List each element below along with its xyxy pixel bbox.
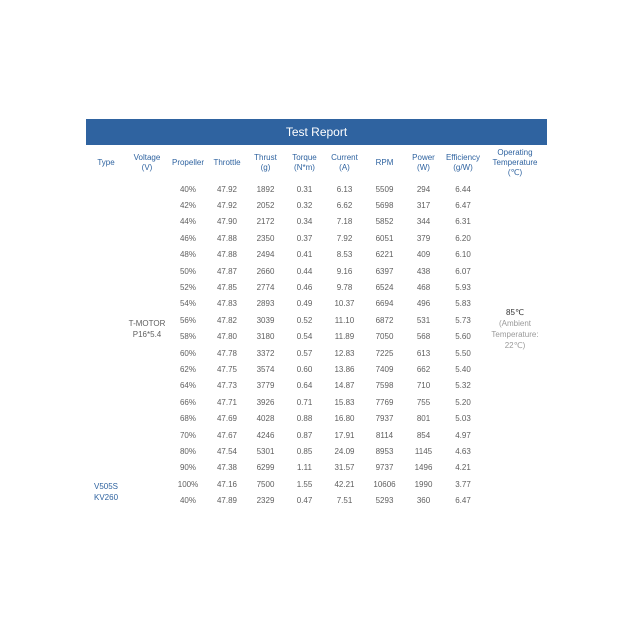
cell-thrust: 2660	[256, 266, 275, 276]
cell-torque: 0.49	[296, 299, 313, 309]
cell-current: 14.87	[334, 381, 355, 391]
cell-current: 11.89	[334, 332, 355, 342]
cell-rpm: 7409	[375, 364, 394, 374]
cell-current: 24.09	[334, 446, 355, 456]
cell-throttle: 70%	[179, 430, 196, 440]
cell-power: 1496	[414, 463, 433, 473]
cell-torque: 1.55	[296, 479, 313, 489]
cell-power: 360	[416, 496, 431, 506]
cell-power: 344	[416, 217, 431, 227]
cell-current: 7.92	[336, 233, 353, 243]
cell-throttle: 56%	[179, 315, 196, 325]
cell-throttle: 68%	[179, 414, 196, 424]
cell-throttle: 40%	[179, 496, 196, 506]
cell-rpm: 7225	[375, 348, 394, 358]
cell-thrust: 3372	[256, 348, 275, 358]
cell-throttle: 48%	[179, 250, 196, 260]
cell-power: 755	[416, 397, 431, 407]
cell-throttle: 40%	[179, 184, 196, 194]
cell-throttle: 58%	[179, 332, 196, 342]
cell-rpm: 6524	[375, 283, 394, 293]
cell-rpm: 5852	[375, 217, 394, 227]
cell-current: 10.37	[334, 299, 355, 309]
cell-efficiency: 5.83	[455, 299, 471, 309]
cell-voltage: 47.92	[216, 201, 238, 211]
cell-efficiency: 4.21	[455, 463, 471, 473]
cell-rpm: 9737	[375, 463, 394, 473]
cell-torque: 0.41	[296, 250, 313, 260]
cell-power: 1145	[414, 446, 433, 456]
cell-torque: 0.87	[296, 430, 313, 440]
cell-efficiency: 4.97	[455, 430, 471, 440]
cell-thrust: 4028	[256, 414, 275, 424]
header-propeller: Propeller	[171, 158, 204, 167]
cell-throttle: 54%	[179, 299, 196, 309]
cell-current: 16.80	[334, 414, 355, 424]
cell-efficiency: 5.60	[455, 332, 471, 342]
cell-efficiency: 6.31	[455, 217, 471, 227]
cell-thrust: 2774	[256, 283, 275, 293]
cell-torque: 0.34	[296, 217, 313, 227]
cell-rpm: 10606	[373, 479, 396, 489]
cell-current: 13.86	[334, 364, 355, 374]
header-torque: Torque (N*m)	[292, 153, 317, 172]
cell-rpm: 7598	[375, 381, 394, 391]
report-title: Test Report	[86, 119, 547, 145]
cell-efficiency: 5.40	[455, 364, 471, 374]
cell-thrust: 2052	[256, 201, 275, 211]
header-power: Power (W)	[412, 153, 435, 172]
cell-voltage: 47.78	[216, 348, 238, 358]
cell-efficiency: 5.93	[455, 283, 471, 293]
header-throttle: Throttle	[213, 158, 241, 167]
cell-rpm: 6051	[375, 233, 394, 243]
cell-torque: 0.85	[296, 446, 313, 456]
cell-voltage: 47.75	[216, 364, 238, 374]
cell-torque: 0.64	[296, 381, 313, 391]
cell-voltage: 47.38	[216, 463, 238, 473]
header-row	[86, 145, 547, 181]
cell-throttle: 62%	[179, 364, 196, 374]
cell-current: 11.10	[334, 315, 355, 325]
header-type: Type	[97, 158, 115, 167]
cell-efficiency: 6.07	[455, 266, 471, 276]
header-rpm: RPM	[375, 158, 394, 167]
cell-rpm: 5698	[375, 201, 394, 211]
cell-throttle: 60%	[179, 348, 196, 358]
cell-throttle: 90%	[179, 463, 196, 473]
cell-voltage: 47.73	[216, 381, 238, 391]
cell-power: 294	[416, 184, 431, 194]
cell-voltage: 47.87	[216, 266, 238, 276]
cell-efficiency: 5.03	[455, 414, 471, 424]
cell-efficiency: 4.63	[455, 446, 471, 456]
header-voltage: Voltage (V)	[133, 153, 161, 172]
cell-thrust: 6299	[256, 463, 275, 473]
header-efficiency: Efficiency (g/W)	[445, 153, 481, 172]
cell-torque: 1.11	[297, 463, 312, 473]
test-report	[86, 119, 547, 509]
cell-voltage: 47.71	[216, 397, 238, 407]
cell-thrust: 2893	[256, 299, 275, 309]
type-empty-cell	[86, 181, 126, 476]
cell-current: 7.18	[336, 217, 353, 227]
cell-throttle: 66%	[179, 397, 196, 407]
header-thrust: Thrust (g)	[254, 153, 277, 172]
cell-rpm: 6872	[375, 315, 394, 325]
cell-efficiency: 6.20	[455, 233, 471, 243]
cell-rpm: 6397	[375, 266, 394, 276]
cell-current: 6.62	[336, 201, 353, 211]
cell-current: 7.51	[336, 496, 353, 506]
cell-torque: 0.44	[296, 266, 313, 276]
cell-efficiency: 6.10	[455, 250, 471, 260]
cell-thrust: 5301	[256, 446, 275, 456]
temperature-empty-cell	[483, 476, 547, 492]
cell-power: 613	[416, 348, 431, 358]
cell-power: 801	[416, 414, 431, 424]
cell-power: 531	[416, 315, 431, 325]
cell-thrust: 3926	[256, 397, 275, 407]
cell-voltage: 47.92	[216, 184, 238, 194]
cell-power: 468	[416, 283, 431, 293]
cell-rpm: 7769	[375, 397, 394, 407]
propeller-empty-cell	[126, 492, 168, 508]
cell-power: 854	[416, 430, 431, 440]
cell-thrust: 2494	[256, 250, 275, 260]
cell-throttle: 50%	[179, 266, 196, 276]
cell-voltage: 47.80	[216, 332, 238, 342]
cell-voltage: 47.16	[216, 479, 238, 489]
cell-throttle: 52%	[179, 283, 196, 293]
cell-efficiency: 6.47	[455, 201, 471, 211]
cell-efficiency: 5.20	[455, 397, 471, 407]
cell-voltage: 47.85	[216, 283, 238, 293]
cell-power: 317	[416, 201, 431, 211]
cell-power: 662	[416, 364, 431, 374]
test-report-table	[86, 145, 547, 509]
cell-thrust: 7500	[256, 479, 275, 489]
cell-current: 12.83	[334, 348, 355, 358]
cell-power: 710	[416, 381, 431, 391]
cell-thrust: 3779	[256, 381, 275, 391]
cell-power: 568	[416, 332, 431, 342]
cell-thrust: 3574	[256, 364, 275, 374]
cell-rpm: 8953	[375, 446, 394, 456]
cell-throttle: 42%	[179, 201, 196, 211]
table-row	[86, 492, 547, 508]
table-row	[86, 476, 547, 492]
motor-type-cell: V505S KV260	[94, 482, 119, 503]
cell-voltage: 47.89	[216, 496, 238, 506]
cell-current: 8.53	[336, 250, 353, 260]
cell-torque: 0.88	[296, 414, 313, 424]
cell-torque: 0.47	[296, 496, 313, 506]
cell-thrust: 2172	[256, 217, 275, 227]
cell-voltage: 47.82	[216, 315, 238, 325]
cell-efficiency: 6.44	[455, 184, 471, 194]
cell-efficiency: 5.32	[455, 381, 471, 391]
cell-power: 379	[416, 233, 431, 243]
cell-current: 15.83	[334, 397, 355, 407]
cell-torque: 0.71	[296, 397, 313, 407]
temperature-empty-cell	[483, 492, 547, 508]
cell-current: 9.78	[336, 283, 353, 293]
cell-torque: 0.31	[296, 184, 313, 194]
cell-torque: 0.52	[296, 315, 313, 325]
cell-throttle: 46%	[179, 233, 196, 243]
header-current: Current (A)	[331, 153, 358, 172]
cell-thrust: 3180	[256, 332, 275, 342]
cell-current: 31.57	[334, 463, 355, 473]
cell-torque: 0.54	[296, 332, 313, 342]
cell-voltage: 47.88	[216, 250, 238, 260]
cell-power: 409	[416, 250, 431, 260]
propeller-empty-cell	[126, 476, 168, 492]
cell-voltage: 47.67	[216, 430, 238, 440]
cell-thrust: 3039	[256, 315, 275, 325]
cell-rpm: 5293	[375, 496, 394, 506]
cell-current: 42.21	[334, 479, 355, 489]
table-row	[86, 181, 547, 197]
cell-voltage: 47.83	[216, 299, 238, 309]
cell-power: 496	[416, 299, 431, 309]
cell-throttle: 100%	[177, 479, 199, 489]
cell-voltage: 47.88	[216, 233, 238, 243]
cell-throttle: 44%	[179, 217, 196, 227]
cell-efficiency: 5.73	[455, 315, 471, 325]
cell-rpm: 8114	[375, 430, 394, 440]
cell-thrust: 4246	[256, 430, 275, 440]
cell-rpm: 5509	[375, 184, 394, 194]
cell-torque: 0.57	[296, 348, 313, 358]
operating-temperature-cell: 85℃ (Ambient Temperature: 22℃)	[491, 307, 539, 350]
cell-efficiency: 3.77	[455, 479, 471, 489]
cell-current: 17.91	[334, 430, 355, 440]
cell-rpm: 6694	[375, 299, 394, 309]
cell-power: 1990	[414, 479, 433, 489]
cell-rpm: 6221	[375, 250, 394, 260]
cell-torque: 0.60	[296, 364, 313, 374]
cell-thrust: 1892	[256, 184, 275, 194]
cell-voltage: 47.54	[216, 446, 238, 456]
cell-rpm: 7050	[375, 332, 394, 342]
cell-torque: 0.37	[296, 233, 313, 243]
cell-torque: 0.32	[296, 201, 313, 211]
cell-thrust: 2329	[256, 496, 275, 506]
cell-efficiency: 6.47	[455, 496, 471, 506]
cell-current: 9.16	[336, 266, 353, 276]
propeller-model-cell: T-MOTOR P16*5.4	[128, 318, 166, 339]
cell-rpm: 7937	[375, 414, 394, 424]
cell-voltage: 47.69	[216, 414, 238, 424]
cell-power: 438	[416, 266, 431, 276]
cell-throttle: 80%	[179, 446, 196, 456]
cell-efficiency: 5.50	[455, 348, 471, 358]
cell-throttle: 64%	[179, 381, 196, 391]
cell-thrust: 2350	[256, 233, 275, 243]
cell-voltage: 47.90	[216, 217, 238, 227]
cell-current: 6.13	[336, 184, 353, 194]
cell-torque: 0.46	[296, 283, 313, 293]
header-temperature: Operating Temperature (℃)	[492, 148, 538, 177]
